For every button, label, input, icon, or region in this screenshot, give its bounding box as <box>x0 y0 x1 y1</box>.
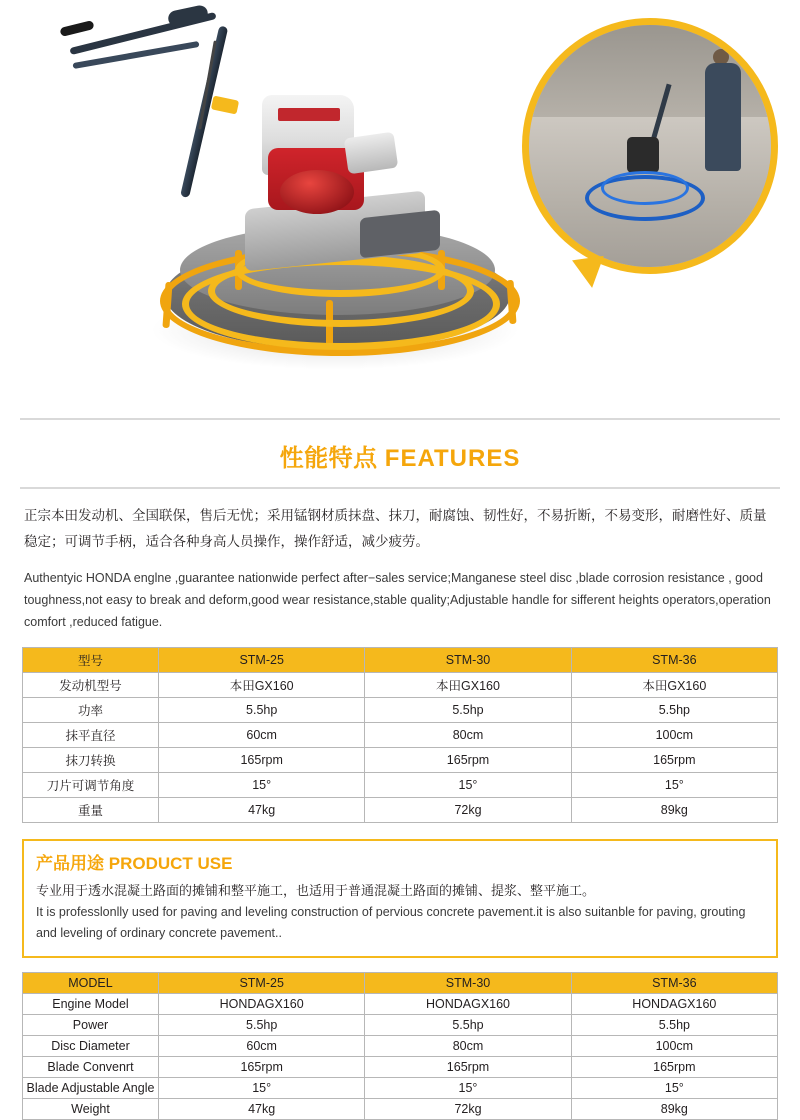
row-value: HONDAGX160 <box>571 994 777 1015</box>
row-value: 5.5hp <box>571 1015 777 1036</box>
table-header-row <box>23 973 778 994</box>
product-use-title-en: PRODUCT USE <box>108 854 233 873</box>
gearbox-cover <box>360 210 440 258</box>
table-header-cell: STM-25 <box>159 973 365 994</box>
table-header-cell: STM-30 <box>365 648 571 673</box>
row-value: 80cm <box>365 1036 571 1057</box>
row-value: 165rpm <box>571 748 777 773</box>
table-row <box>23 1078 778 1099</box>
features-title-cn: 性能特点 <box>279 445 378 472</box>
inset-photo <box>522 18 778 274</box>
row-label: Blade Adjustable Angle <box>23 1078 159 1099</box>
table-header-cell: STM-25 <box>159 648 365 673</box>
table-row <box>23 673 778 698</box>
row-value: 15° <box>571 1078 777 1099</box>
row-value: 100cm <box>571 723 777 748</box>
row-label: 重量 <box>23 798 159 823</box>
spec-table-en <box>22 972 778 1120</box>
features-paragraph-en: Authentyic HONDA englne ,guarantee nationwide perfect after−sales service;Manganese steel disc ,blade corrosion resistance , good toughness,not easy to break and deform,good wear resistance,stable quality;Adjustable handle for sifferent heights operators,operation comfort ,reduced fatigue. <box>24 571 771 629</box>
row-value: 165rpm <box>159 748 365 773</box>
product-use-heading <box>36 849 764 874</box>
table-row <box>23 773 778 798</box>
row-label: 刀片可调节角度 <box>23 773 159 798</box>
features-body <box>0 503 800 633</box>
row-label: Blade Convenrt <box>23 1057 159 1078</box>
row-value: 本田GX160 <box>571 673 777 698</box>
row-label: Weight <box>23 1099 159 1120</box>
row-value: 165rpm <box>159 1057 365 1078</box>
power-trowel-illustration <box>30 0 530 400</box>
row-label: 发动机型号 <box>23 673 159 698</box>
row-value: 15° <box>159 773 365 798</box>
row-label: Engine Model <box>23 994 159 1015</box>
table-row <box>23 1036 778 1057</box>
row-value: 5.5hp <box>159 1015 365 1036</box>
worker-body <box>705 63 741 171</box>
row-label: Power <box>23 1015 159 1036</box>
row-value: 165rpm <box>365 1057 571 1078</box>
row-value: 60cm <box>159 1036 365 1057</box>
row-value: 本田GX160 <box>365 673 571 698</box>
table-header-row <box>23 648 778 673</box>
row-value: 165rpm <box>571 1057 777 1078</box>
table-row <box>23 1099 778 1120</box>
muffler <box>344 132 399 175</box>
row-label: Disc Diameter <box>23 1036 159 1057</box>
row-value: 72kg <box>365 1099 571 1120</box>
product-use-text-cn: 专业用于透水混凝土路面的摊铺和整平施工，也适用于普通混凝土路面的摊铺、提浆、整平施工。 <box>36 883 596 898</box>
table-row <box>23 723 778 748</box>
row-value: 165rpm <box>365 748 571 773</box>
row-label: 抹平直径 <box>23 723 159 748</box>
table-row <box>23 698 778 723</box>
row-value: 5.5hp <box>365 1015 571 1036</box>
row-value: 89kg <box>571 798 777 823</box>
row-value: 15° <box>571 773 777 798</box>
row-value: 47kg <box>159 1099 365 1120</box>
inset-photo-ring <box>522 18 778 274</box>
table-header-cell: STM-36 <box>571 973 777 994</box>
row-value: 89kg <box>571 1099 777 1120</box>
features-title-en: FEATURES <box>384 445 521 472</box>
product-use-box <box>22 839 778 958</box>
inset-callout-pointer <box>572 256 608 290</box>
inset-engine <box>627 137 659 173</box>
features-heading <box>0 438 800 473</box>
table-row <box>23 798 778 823</box>
row-value: 80cm <box>365 723 571 748</box>
row-value: 5.5hp <box>571 698 777 723</box>
table-row <box>23 994 778 1015</box>
engine-brand-label <box>278 108 340 121</box>
row-value: 100cm <box>571 1036 777 1057</box>
table-header-cell: MODEL <box>23 973 159 994</box>
engine-recoil-starter <box>280 170 354 214</box>
table-row <box>23 1057 778 1078</box>
table-row <box>23 748 778 773</box>
row-value: 本田GX160 <box>159 673 365 698</box>
row-value: 15° <box>365 773 571 798</box>
hero-section <box>0 0 800 418</box>
product-use-text-en: It is professlonlly used for paving and leveling construction of pervious concrete pavement.it is also suitanble for paving, grouting and leveling of ordinary concrete pavement.. <box>36 905 746 940</box>
row-label: 功率 <box>23 698 159 723</box>
row-value: 15° <box>159 1078 365 1099</box>
row-value: 15° <box>365 1078 571 1099</box>
spec-table-cn <box>22 647 778 823</box>
divider-under-features-heading <box>20 487 780 489</box>
product-use-title-cn: 产品用途 <box>36 854 104 873</box>
throttle-lever <box>211 95 239 114</box>
row-value: 5.5hp <box>159 698 365 723</box>
table-header-cell: 型号 <box>23 648 159 673</box>
row-value: HONDAGX160 <box>365 994 571 1015</box>
row-value: 72kg <box>365 798 571 823</box>
table-header-cell: STM-36 <box>571 648 777 673</box>
handle-grip <box>59 20 94 37</box>
features-paragraph-cn: 正宗本田发动机、全国联保，售后无忧；采用锰钢材质抹盘、抹刀，耐腐蚀、韧性好，不易折断，不易变形，耐磨性好、质量稳定；可调节手柄，适合各种身高人员操作，操作舒适，减少疲劳。 <box>24 508 767 549</box>
row-value: 47kg <box>159 798 365 823</box>
row-value: 60cm <box>159 723 365 748</box>
row-value: 5.5hp <box>365 698 571 723</box>
row-value: HONDAGX160 <box>159 994 365 1015</box>
row-label: 抹刀转换 <box>23 748 159 773</box>
inset-safety-cage-inner <box>601 171 689 205</box>
table-header-cell: STM-30 <box>365 973 571 994</box>
table-row <box>23 1015 778 1036</box>
divider-top <box>20 418 780 420</box>
